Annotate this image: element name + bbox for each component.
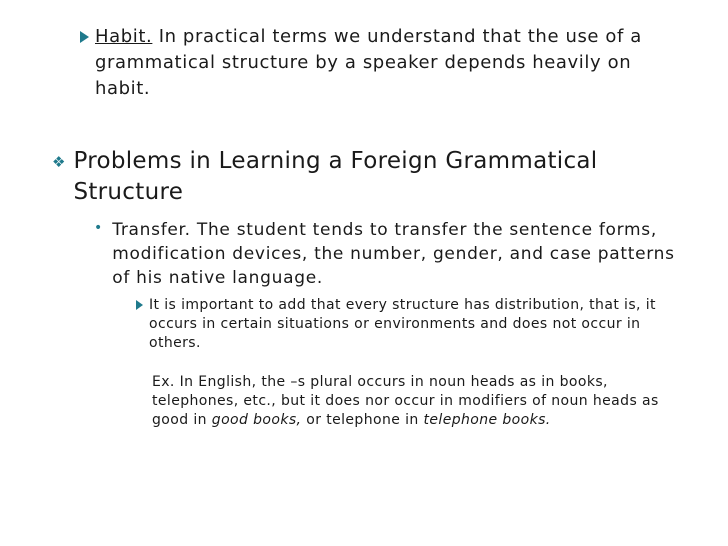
- distribution-item: [136, 296, 676, 353]
- example-text-1: Ex. In English, the –s plural occurs in noun heads as in books, telephones, etc., but it does nor occur in modifiers of noun heads as good in: [152, 374, 659, 428]
- example-text-2: or telephone in: [301, 412, 424, 428]
- dot-bullet-icon: •: [94, 220, 103, 236]
- section-heading: [52, 146, 702, 208]
- habit-term: Habit.: [95, 26, 153, 47]
- transfer-text: Transfer. The student tends to transfer the sentence forms, modification devices, the number, gender, and case patterns of his native language.: [112, 220, 675, 288]
- heading-text: Problems in Learning a Foreign Grammatical Structure: [73, 148, 598, 205]
- arrow-bullet-icon: [80, 31, 89, 43]
- transfer-item: [94, 218, 684, 290]
- diamond-bullet-icon: ❖: [52, 153, 66, 171]
- habit-item: [80, 24, 690, 102]
- example-italic-2: telephone books.: [423, 412, 551, 428]
- habit-text: [95, 24, 690, 102]
- distribution-text: It is important to add that every structure has distribution, that is, it occurs in certain situations or environments and does not occur in others.: [149, 297, 656, 351]
- arrow-bullet-icon: [136, 300, 143, 310]
- habit-description: In practical terms we understand that the use of a grammatical structure by a speaker depends heavily on habit.: [95, 26, 642, 99]
- example-paragraph: [152, 373, 682, 430]
- example-italic-1: good books,: [211, 412, 302, 428]
